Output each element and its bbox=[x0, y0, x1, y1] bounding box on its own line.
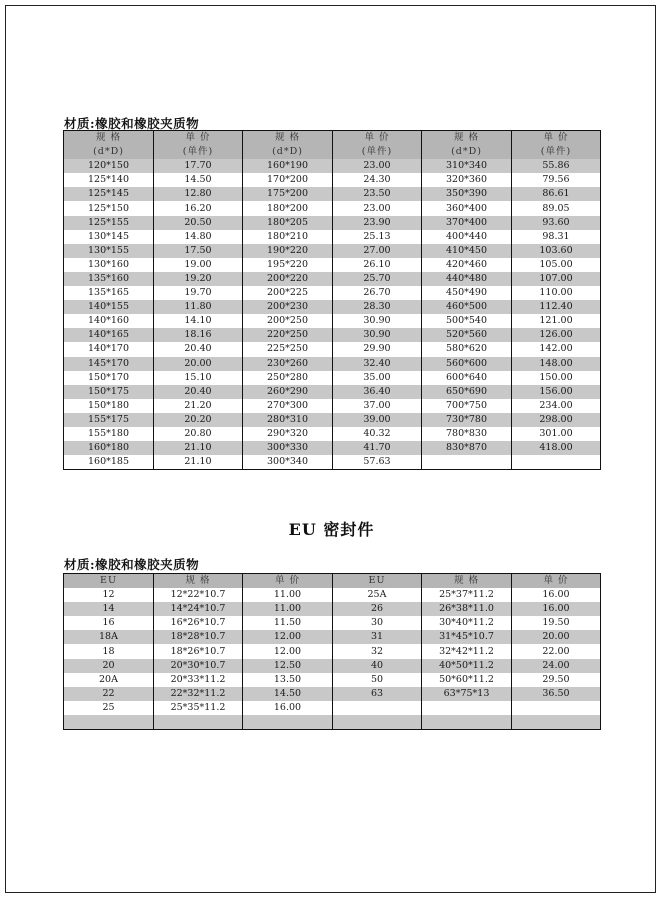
table-cell: 410*450 bbox=[422, 244, 512, 258]
table-row bbox=[64, 644, 601, 658]
table-row bbox=[64, 659, 601, 673]
table-cell: 135*160 bbox=[64, 272, 154, 286]
table-cell: 12.00 bbox=[243, 630, 333, 644]
table-row bbox=[64, 244, 601, 258]
table-cell: 21.20 bbox=[154, 399, 243, 413]
table-cell: 160*185 bbox=[64, 455, 154, 470]
table-cell: 18*28*10.7 bbox=[154, 630, 243, 644]
table-cell: 19.20 bbox=[154, 272, 243, 286]
table-cell bbox=[64, 715, 154, 730]
table-cell: 16.00 bbox=[512, 588, 601, 602]
section-title: EU 密封件 bbox=[288, 520, 375, 539]
table-row bbox=[64, 159, 601, 173]
table-cell: 16.00 bbox=[512, 602, 601, 616]
table-cell: 180*200 bbox=[243, 201, 333, 215]
table-cell: 130*155 bbox=[64, 244, 154, 258]
table-cell: 103.60 bbox=[512, 244, 601, 258]
table-row bbox=[64, 441, 601, 455]
table-cell: 580*620 bbox=[422, 342, 512, 356]
table-cell: 规 格 bbox=[154, 574, 243, 589]
table-cell: 142.00 bbox=[512, 342, 601, 356]
table-cell: 500*540 bbox=[422, 314, 512, 328]
table-cell: 180*210 bbox=[243, 230, 333, 244]
table-cell: 29.90 bbox=[333, 342, 422, 356]
table-cell: 23.00 bbox=[333, 159, 422, 173]
table-cell: 12.50 bbox=[243, 659, 333, 673]
table-cell: 120*150 bbox=[64, 159, 154, 173]
table-row bbox=[64, 427, 601, 441]
table-cell: 17.50 bbox=[154, 244, 243, 258]
table-row bbox=[64, 357, 601, 371]
table-cell: 400*440 bbox=[422, 230, 512, 244]
table-cell: 63 bbox=[333, 687, 422, 701]
table-cell: 25*35*11.2 bbox=[154, 701, 243, 715]
table-cell: 22.00 bbox=[512, 644, 601, 658]
table-cell: 450*490 bbox=[422, 286, 512, 300]
table-cell: (d*D) bbox=[422, 145, 512, 159]
table-cell: 29.50 bbox=[512, 673, 601, 687]
table-cell: 单 价 bbox=[243, 574, 333, 589]
table-cell: 520*560 bbox=[422, 328, 512, 342]
table-cell: 20.00 bbox=[512, 630, 601, 644]
table-cell: 250*280 bbox=[243, 371, 333, 385]
table-cell: 135*165 bbox=[64, 286, 154, 300]
table-cell: 11.00 bbox=[243, 602, 333, 616]
table-cell: 200*250 bbox=[243, 314, 333, 328]
table-cell: 440*480 bbox=[422, 272, 512, 286]
table-row bbox=[64, 342, 601, 356]
table-cell: 19.50 bbox=[512, 616, 601, 630]
table-cell: 195*220 bbox=[243, 258, 333, 272]
table-cell: 24.00 bbox=[512, 659, 601, 673]
table-cell: 30*40*11.2 bbox=[422, 616, 512, 630]
table-cell: 98.31 bbox=[512, 230, 601, 244]
table-row bbox=[64, 413, 601, 427]
table-cell: 63*75*13 bbox=[422, 687, 512, 701]
material-caption: 材质:橡胶和橡胶夹质物 bbox=[64, 116, 200, 131]
table-cell: 86.61 bbox=[512, 187, 601, 201]
table-cell: 130*145 bbox=[64, 230, 154, 244]
table-cell bbox=[243, 715, 333, 730]
table-cell: 89.05 bbox=[512, 201, 601, 215]
table-cell: 150*175 bbox=[64, 385, 154, 399]
table-cell: 301.00 bbox=[512, 427, 601, 441]
table-cell: 14 bbox=[64, 602, 154, 616]
table-cell: 290*320 bbox=[243, 427, 333, 441]
table-row bbox=[64, 715, 601, 730]
table-cell: 155*175 bbox=[64, 413, 154, 427]
table-cell: 150*180 bbox=[64, 399, 154, 413]
table-cell: 200*225 bbox=[243, 286, 333, 300]
table-cell: 418.00 bbox=[512, 441, 601, 455]
table-cell: 225*250 bbox=[243, 342, 333, 356]
table-row bbox=[64, 371, 601, 385]
table-header-row bbox=[64, 574, 601, 589]
table-cell: 18A bbox=[64, 630, 154, 644]
table-cell bbox=[512, 455, 601, 470]
table-cell: 155*180 bbox=[64, 427, 154, 441]
table-cell: 40.32 bbox=[333, 427, 422, 441]
table-cell: 190*220 bbox=[243, 244, 333, 258]
table-row bbox=[64, 258, 601, 272]
table-cell: 460*500 bbox=[422, 300, 512, 314]
table-cell: 11.80 bbox=[154, 300, 243, 314]
table-header-row bbox=[64, 131, 601, 146]
table-cell: 140*160 bbox=[64, 314, 154, 328]
table-cell: 28.30 bbox=[333, 300, 422, 314]
table-row bbox=[64, 616, 601, 630]
table-cell: 36.50 bbox=[512, 687, 601, 701]
table-cell: 22 bbox=[64, 687, 154, 701]
table-cell: 20*30*10.7 bbox=[154, 659, 243, 673]
table-cell: (d*D) bbox=[64, 145, 154, 159]
table-cell: 32 bbox=[333, 644, 422, 658]
table-cell: 20 bbox=[64, 659, 154, 673]
table-cell: 16 bbox=[64, 616, 154, 630]
table-row bbox=[64, 216, 601, 230]
table-cell: 15.10 bbox=[154, 371, 243, 385]
table-cell: 112.40 bbox=[512, 300, 601, 314]
table-cell: 21.10 bbox=[154, 455, 243, 470]
table-row bbox=[64, 314, 601, 328]
table-cell: 14.50 bbox=[154, 173, 243, 187]
table-cell: 25.70 bbox=[333, 272, 422, 286]
table-cell: 20*33*11.2 bbox=[154, 673, 243, 687]
table-row bbox=[64, 399, 601, 413]
table-row bbox=[64, 385, 601, 399]
table-cell: 20.40 bbox=[154, 385, 243, 399]
table-row bbox=[64, 300, 601, 314]
table-header-row bbox=[64, 145, 601, 159]
table-cell: 55.86 bbox=[512, 159, 601, 173]
table-cell: 25*37*11.2 bbox=[422, 588, 512, 602]
table-cell: 420*460 bbox=[422, 258, 512, 272]
table-cell: 单 价 bbox=[333, 131, 422, 146]
table-cell: 40*50*11.2 bbox=[422, 659, 512, 673]
table-cell: 93.60 bbox=[512, 216, 601, 230]
table-cell: 700*750 bbox=[422, 399, 512, 413]
table-cell: 23.90 bbox=[333, 216, 422, 230]
table-cell: 79.56 bbox=[512, 173, 601, 187]
table-cell bbox=[422, 455, 512, 470]
table-cell bbox=[333, 701, 422, 715]
table-cell: 126.00 bbox=[512, 328, 601, 342]
table-row bbox=[64, 230, 601, 244]
table-cell: 单 价 bbox=[154, 131, 243, 146]
table-cell: 27.00 bbox=[333, 244, 422, 258]
table-row bbox=[64, 602, 601, 616]
table-cell: 730*780 bbox=[422, 413, 512, 427]
table-cell: 270*300 bbox=[243, 399, 333, 413]
table-cell: 规 格 bbox=[64, 131, 154, 146]
table-cell: 160*190 bbox=[243, 159, 333, 173]
table-cell: 18 bbox=[64, 644, 154, 658]
table-cell: 650*690 bbox=[422, 385, 512, 399]
table-cell: 780*830 bbox=[422, 427, 512, 441]
table-row bbox=[64, 588, 601, 602]
table-cell: 830*870 bbox=[422, 441, 512, 455]
table-cell: 30.90 bbox=[333, 314, 422, 328]
table-cell: 360*400 bbox=[422, 201, 512, 215]
table-cell: EU bbox=[333, 574, 422, 589]
table-cell: 180*205 bbox=[243, 216, 333, 230]
table-cell: 125*150 bbox=[64, 201, 154, 215]
table-cell: 26.70 bbox=[333, 286, 422, 300]
table-cell: 260*290 bbox=[243, 385, 333, 399]
table-cell: 121.00 bbox=[512, 314, 601, 328]
table-cell: 130*160 bbox=[64, 258, 154, 272]
table-row bbox=[64, 187, 601, 201]
table-cell: 单 价 bbox=[512, 131, 601, 146]
table-cell: 14.80 bbox=[154, 230, 243, 244]
table-cell: 125*140 bbox=[64, 173, 154, 187]
table-cell: 170*200 bbox=[243, 173, 333, 187]
table-cell: 39.00 bbox=[333, 413, 422, 427]
table-cell: 280*310 bbox=[243, 413, 333, 427]
table-cell: 140*170 bbox=[64, 342, 154, 356]
table-cell: EU bbox=[64, 574, 154, 589]
table-cell: 30 bbox=[333, 616, 422, 630]
table-cell: 18*26*10.7 bbox=[154, 644, 243, 658]
table-cell: 24.30 bbox=[333, 173, 422, 187]
table-cell: (单件) bbox=[333, 145, 422, 159]
table-cell: 21.10 bbox=[154, 441, 243, 455]
table-cell: 105.00 bbox=[512, 258, 601, 272]
table-cell: 单 价 bbox=[512, 574, 601, 589]
table-cell: 23.00 bbox=[333, 201, 422, 215]
table-cell: 600*640 bbox=[422, 371, 512, 385]
table-cell: 125*155 bbox=[64, 216, 154, 230]
table-cell: 50*60*11.2 bbox=[422, 673, 512, 687]
table-cell: 36.40 bbox=[333, 385, 422, 399]
table-cell: 57.63 bbox=[333, 455, 422, 470]
table-cell: 26.10 bbox=[333, 258, 422, 272]
table-cell: 370*400 bbox=[422, 216, 512, 230]
table-cell: 规 格 bbox=[422, 574, 512, 589]
table-cell: 160*180 bbox=[64, 441, 154, 455]
table-cell: 50 bbox=[333, 673, 422, 687]
table-cell: 22*32*11.2 bbox=[154, 687, 243, 701]
table-cell: 20.20 bbox=[154, 413, 243, 427]
table-cell: 26*38*11.0 bbox=[422, 602, 512, 616]
table-cell: 14*24*10.7 bbox=[154, 602, 243, 616]
table-cell: 35.00 bbox=[333, 371, 422, 385]
table-cell: 19.70 bbox=[154, 286, 243, 300]
table-cell: 20.50 bbox=[154, 216, 243, 230]
table-row bbox=[64, 673, 601, 687]
table-cell: 110.00 bbox=[512, 286, 601, 300]
table-cell: 规 格 bbox=[422, 131, 512, 146]
table-cell: 26 bbox=[333, 602, 422, 616]
table-cell: 310*340 bbox=[422, 159, 512, 173]
table-row bbox=[64, 687, 601, 701]
table-cell: 156.00 bbox=[512, 385, 601, 399]
table-cell: 300*330 bbox=[243, 441, 333, 455]
table-cell: 200*230 bbox=[243, 300, 333, 314]
table-row bbox=[64, 630, 601, 644]
table-cell: 16.00 bbox=[243, 701, 333, 715]
table-cell: 140*165 bbox=[64, 328, 154, 342]
table-cell: 12.00 bbox=[243, 644, 333, 658]
table-row bbox=[64, 455, 601, 470]
table-cell: 20A bbox=[64, 673, 154, 687]
table-cell: 125*145 bbox=[64, 187, 154, 201]
table-cell: 220*250 bbox=[243, 328, 333, 342]
table-cell: 230*260 bbox=[243, 357, 333, 371]
table-cell bbox=[422, 715, 512, 730]
table-cell bbox=[333, 715, 422, 730]
table-cell: 560*600 bbox=[422, 357, 512, 371]
table-cell: 145*170 bbox=[64, 357, 154, 371]
table-cell: 18.16 bbox=[154, 328, 243, 342]
table-cell: 150*170 bbox=[64, 371, 154, 385]
table-cell: 规 格 bbox=[243, 131, 333, 146]
table-cell bbox=[512, 715, 601, 730]
table-row bbox=[64, 286, 601, 300]
table-cell: 25A bbox=[333, 588, 422, 602]
table-cell: 11.50 bbox=[243, 616, 333, 630]
table-cell: 40 bbox=[333, 659, 422, 673]
table-cell: 12.80 bbox=[154, 187, 243, 201]
table-cell: 32*42*11.2 bbox=[422, 644, 512, 658]
table-cell bbox=[422, 701, 512, 715]
table-cell: (单件) bbox=[154, 145, 243, 159]
table-cell: 150.00 bbox=[512, 371, 601, 385]
table-cell: 31*45*10.7 bbox=[422, 630, 512, 644]
table-cell: 37.00 bbox=[333, 399, 422, 413]
table-cell: 148.00 bbox=[512, 357, 601, 371]
table-cell: 14.10 bbox=[154, 314, 243, 328]
table-cell: 31 bbox=[333, 630, 422, 644]
table-cell: 25.13 bbox=[333, 230, 422, 244]
table-cell: 200*220 bbox=[243, 272, 333, 286]
table-row bbox=[64, 173, 601, 187]
material-caption-eu: 材质:橡胶和橡胶夹质物 bbox=[64, 557, 200, 572]
table-row bbox=[64, 328, 601, 342]
table-cell: 20.80 bbox=[154, 427, 243, 441]
table-cell: 20.00 bbox=[154, 357, 243, 371]
table-cell bbox=[154, 715, 243, 730]
table-cell: 350*390 bbox=[422, 187, 512, 201]
table-cell: 19.00 bbox=[154, 258, 243, 272]
table-cell: 30.90 bbox=[333, 328, 422, 342]
table-cell: 23.50 bbox=[333, 187, 422, 201]
table-row bbox=[64, 701, 601, 715]
table-row bbox=[64, 201, 601, 215]
table-cell: 13.50 bbox=[243, 673, 333, 687]
table-cell: 16.20 bbox=[154, 201, 243, 215]
table-cell: 107.00 bbox=[512, 272, 601, 286]
table-cell: 20.40 bbox=[154, 342, 243, 356]
table-cell: (d*D) bbox=[243, 145, 333, 159]
eu-seal-table bbox=[63, 573, 601, 730]
table-cell: 300*340 bbox=[243, 455, 333, 470]
table-cell: 14.50 bbox=[243, 687, 333, 701]
table-cell: 41.70 bbox=[333, 441, 422, 455]
table-cell: 298.00 bbox=[512, 413, 601, 427]
table-cell: (单件) bbox=[512, 145, 601, 159]
table-cell: 320*360 bbox=[422, 173, 512, 187]
table-cell: 12*22*10.7 bbox=[154, 588, 243, 602]
table-cell: 140*155 bbox=[64, 300, 154, 314]
table-cell: 11.00 bbox=[243, 588, 333, 602]
table-cell: 234.00 bbox=[512, 399, 601, 413]
table-cell: 17.70 bbox=[154, 159, 243, 173]
table-cell: 25 bbox=[64, 701, 154, 715]
table-cell: 16*26*10.7 bbox=[154, 616, 243, 630]
table-cell bbox=[512, 701, 601, 715]
table-cell: 12 bbox=[64, 588, 154, 602]
table-row bbox=[64, 272, 601, 286]
table-cell: 32.40 bbox=[333, 357, 422, 371]
size-price-table bbox=[63, 130, 601, 470]
table-cell: 175*200 bbox=[243, 187, 333, 201]
